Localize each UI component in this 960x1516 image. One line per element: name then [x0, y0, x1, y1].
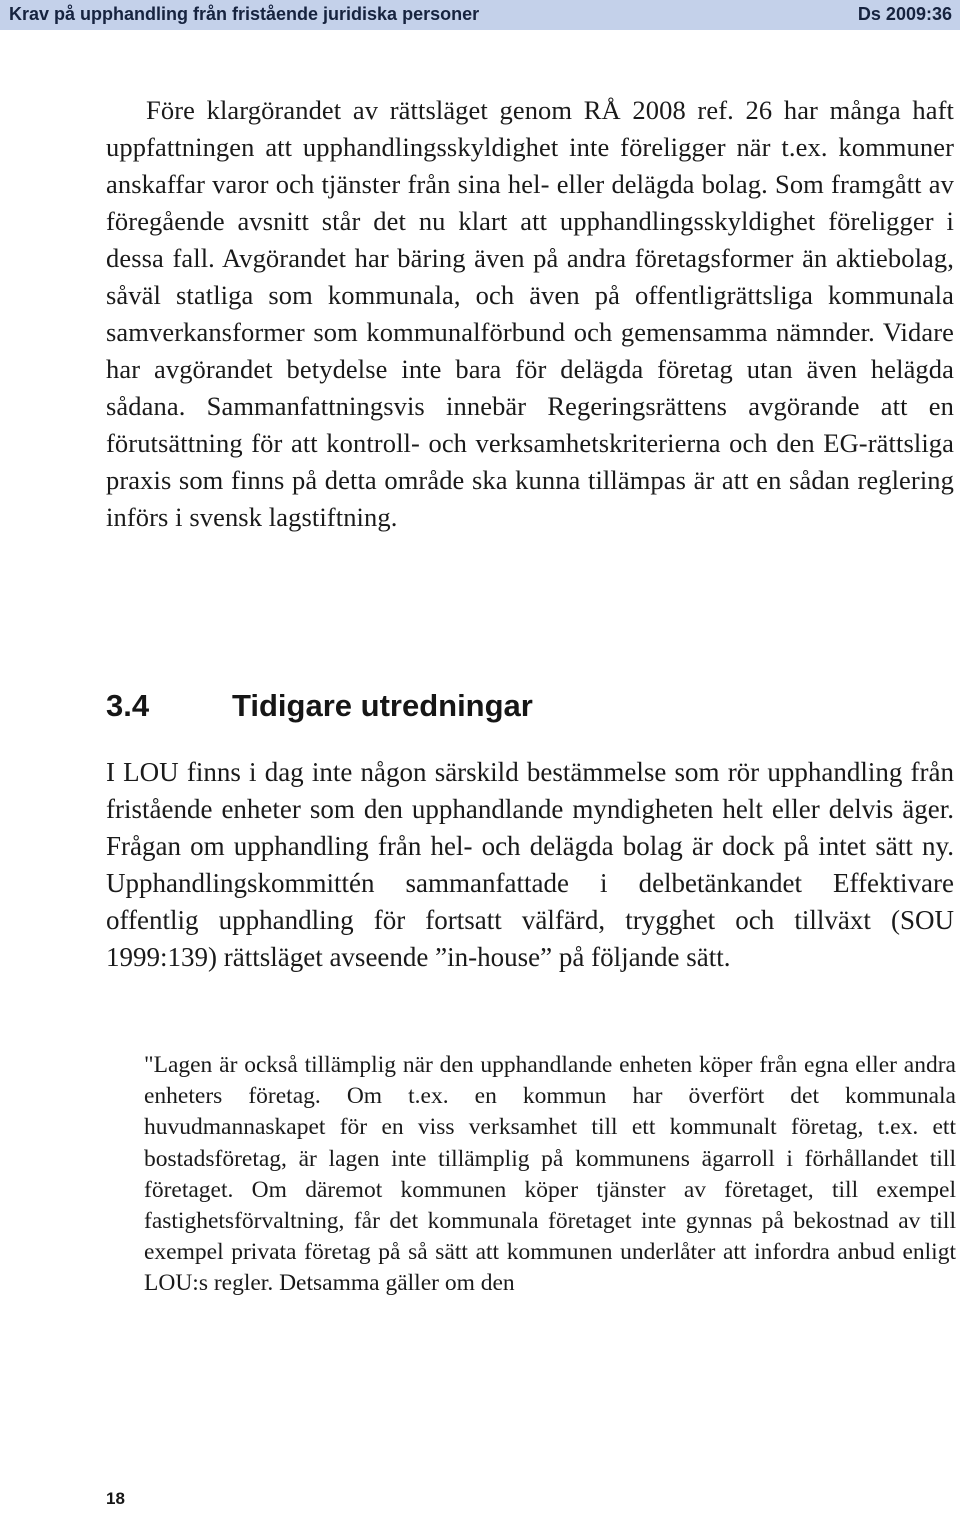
section-title: Tidigare utredningar — [232, 688, 533, 723]
section-number: 3.4 — [106, 688, 150, 723]
document-reference: Ds 2009:36 — [857, 4, 952, 24]
document-title: Krav på upphandling från fristående juridiska personer — [9, 4, 480, 24]
page-header — [0, 0, 960, 30]
body-paragraph-2: I LOU finns i dag inte någon särskild bestämmelse som rör upphandling från fristående enheter som den upphandlande myndigheten helt eller delvis äger. Frågan om upphandling från hel- och delägda bolag är dock på intet sätt ny. Upphandlingskommittén sammanfattade i delbetänkandet Effektivare offentlig upphandling för fortsatt välfärd, trygghet och tillväxt (SOU 1999:139) rättsläget avseende ”in-house” på följande sätt. — [106, 757, 954, 972]
page-number: 18 — [106, 1489, 125, 1508]
section-heading — [106, 686, 533, 726]
body-paragraph-1: Före klargörandet av rättsläget genom RÅ 2008 ref. 26 har många haft uppfattningen att upphandlingsskyldighet inte föreligger när t.ex. kommuner anskaffar varor och tjänster från sina hel- eller delägda bolag. Som framgått av föregående avsnitt står det nu klart att upphandlingsskyldighet föreligger i dessa fall. Avgörandet har bäring även på andra företagsformer än aktiebolag, såväl statliga som kommunala, och även på offentligrättsliga kommunala samverkansformer som kommunalförbund och gemensamma nämnder. Vidare har avgörandet betydelse inte bara för delägda företag utan även helägda sådana. Sammanfattningsvis innebär Regeringsrättens avgörande att en förutsättning för att kontroll- och verksamhetskriterierna och den EG-rättsliga praxis som finns på detta område ska kunna tillämpas är att en sådan reglering införs i svensk lagstiftning. — [106, 95, 954, 532]
block-quote: "Lagen är också tillämplig när den upphandlande enheten köper från egna eller andra enheters företag. Om t.ex. en kommun har överfört det kommunala huvudmannaskapet för en viss verksamhet till ett kommunalt företag, t.ex. ett bostadsföretag, är lagen inte tillämplig på kommunens ägarroll i förhållandet till företaget. Om däremot kommunen köper tjänster av företaget, till exempel fastighetsförvaltning, får det kommunala företaget inte gynnas på bekostnad av till exempel privata företag på så sätt att kommunen underlåter att infordra anbud enligt LOU:s regler. Detsamma gäller om den — [144, 1052, 956, 1297]
